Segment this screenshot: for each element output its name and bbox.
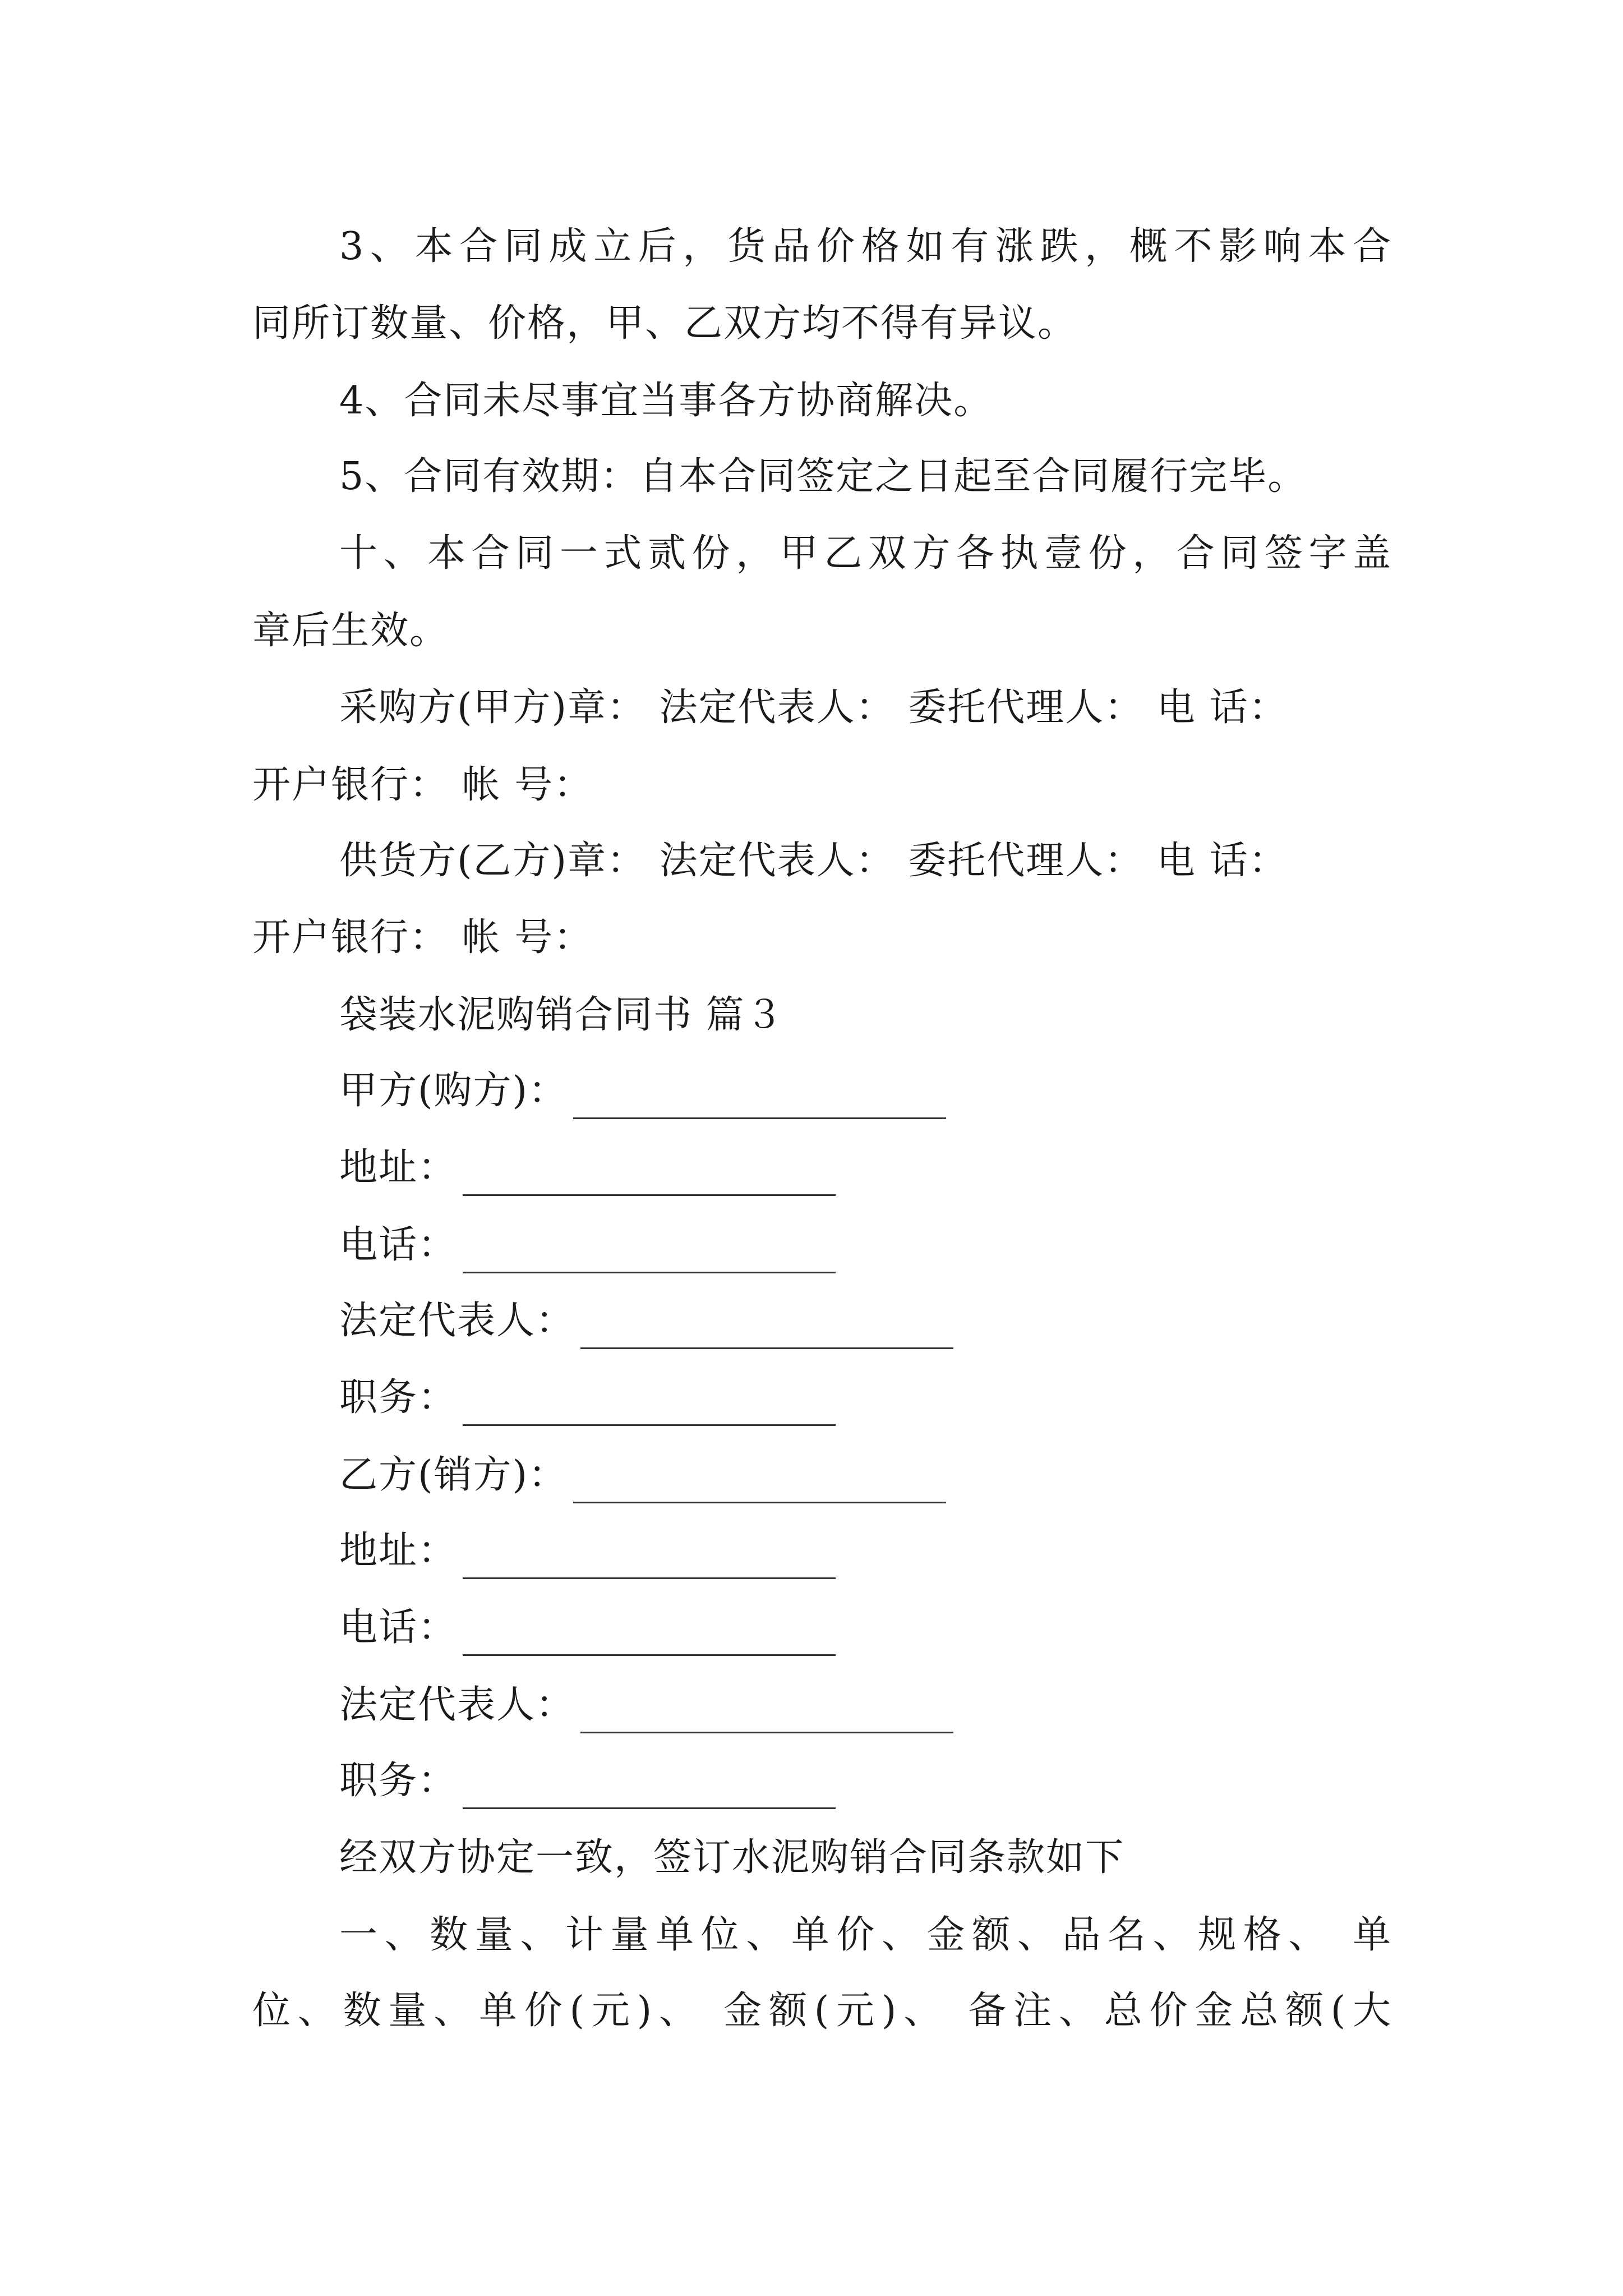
clause-10-line-1: 十、本合同一式贰份，甲乙双方各执壹份，合同签字盖 (339, 531, 1391, 576)
buyer-field (339, 1063, 946, 1119)
seller-blank[interactable] (573, 1464, 946, 1503)
buyer-phone-label: 电话： (339, 1223, 458, 1267)
seller-label: 乙方(销方)： (339, 1453, 568, 1497)
clause-1-line-1: 一、数量、计量单位、单价、金额、品名、规格、 单 (339, 1913, 1391, 1957)
clause-3-line-2: 同所订数量、价格，甲、乙双方均不得有异议。 (252, 301, 1077, 346)
buyer-label: 甲方(购方)： (339, 1069, 568, 1113)
buyer-blank[interactable] (573, 1079, 946, 1119)
seller-rep-blank[interactable] (580, 1694, 953, 1733)
contract-heading: 袋装水泥购销合同书 篇３ (339, 993, 785, 1037)
buyer-address-field (339, 1140, 836, 1196)
seller-rep-field (339, 1677, 953, 1733)
clause-4: 4、合同未尽事宜当事各方协商解决。 (339, 379, 993, 423)
buyer-signature-line-1: 采购方(甲方)章： 法定代表人： 委托代理人： 电 话： (339, 685, 1288, 730)
seller-phone-field (339, 1600, 836, 1656)
buyer-title-label: 职务： (339, 1375, 458, 1420)
seller-phone-blank[interactable] (463, 1616, 836, 1656)
clause-5: 5、合同有效期：自本合同签定之日起至合同履行完毕。 (339, 454, 1307, 499)
seller-rep-label: 法定代表人： (339, 1683, 575, 1727)
buyer-phone-blank[interactable] (463, 1234, 836, 1273)
seller-address-blank[interactable] (463, 1539, 836, 1579)
seller-title-blank[interactable] (463, 1769, 836, 1809)
seller-address-field (339, 1523, 836, 1579)
seller-title-label: 职务： (339, 1759, 458, 1803)
buyer-phone-field (339, 1217, 836, 1273)
buyer-title-field (339, 1370, 836, 1426)
buyer-signature-line-2: 开户银行： 帐 号： (252, 763, 593, 807)
agreement-intro: 经双方协定一致，签订水泥购销合同条款如下 (339, 1835, 1125, 1880)
buyer-title-blank[interactable] (463, 1386, 836, 1426)
clause-10-line-2: 章后生效。 (252, 609, 449, 653)
buyer-rep-field (339, 1293, 953, 1349)
seller-signature-line-2: 开户银行： 帐 号： (252, 915, 593, 960)
buyer-rep-label: 法定代表人： (339, 1299, 575, 1343)
buyer-address-label: 地址： (339, 1145, 458, 1190)
seller-field (339, 1447, 946, 1503)
clause-3-line-1: 3、本合同成立后，货品价格如有涨跌，概不影响本合 (339, 224, 1391, 269)
seller-address-label: 地址： (339, 1529, 458, 1573)
seller-phone-label: 电话： (339, 1605, 458, 1650)
buyer-rep-blank[interactable] (580, 1309, 953, 1349)
seller-title-field (339, 1753, 836, 1809)
seller-signature-line-1: 供货方(乙方)章： 法定代表人： 委托代理人： 电 话： (339, 839, 1288, 883)
clause-1-line-2: 位、数量、单价(元)、 金额(元)、 备注、总价金总额(大 (252, 1989, 1391, 2033)
buyer-address-blank[interactable] (463, 1156, 836, 1196)
